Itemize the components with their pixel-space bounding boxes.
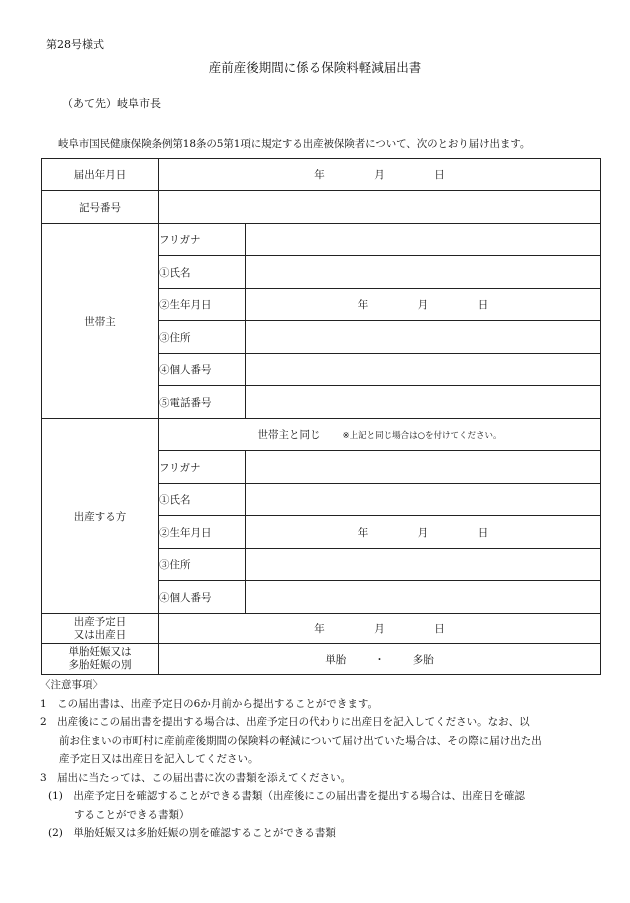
pgb-furigana-field[interactable] [246, 451, 601, 484]
hoh-personal-number-field[interactable] [246, 354, 601, 386]
single-pregnancy-option[interactable]: 単胎 [325, 653, 347, 666]
date-units [290, 621, 470, 636]
day-unit: 日 [434, 623, 445, 635]
pgb-address-field[interactable] [246, 549, 601, 581]
pgb-name-field[interactable] [246, 484, 601, 516]
date-units [333, 525, 513, 540]
month-unit: 月 [374, 623, 385, 635]
pregnancy-type-label-line1: 単胎妊娠又は [68, 646, 132, 658]
year-unit: 年 [357, 526, 369, 539]
year-unit: 年 [314, 623, 325, 635]
due-date-field[interactable] [159, 614, 601, 644]
same-as-head-label: 世帯主と同じ [257, 429, 321, 441]
note-3-1-line2: することができる書類） [74, 808, 190, 821]
day-unit: 日 [434, 169, 445, 181]
day-unit: 日 [477, 299, 489, 311]
due-date-label [42, 614, 159, 644]
note-2-line1: 2 出産後にこの届出書を提出する場合は、出産予定日の代わりに出産日を記入してください。なお、以 [40, 716, 530, 728]
multiple-pregnancy-option[interactable]: 多胎 [412, 653, 434, 666]
pgb-birthdate-label: ②生年月日 [159, 516, 246, 549]
notes-section [40, 676, 610, 843]
month-unit: 月 [417, 299, 429, 311]
submission-date-label: 届出年月日 [42, 159, 159, 191]
submission-date-row [42, 159, 601, 191]
hoh-phone-label: ⑤電話番号 [159, 386, 246, 419]
month-unit: 月 [417, 526, 429, 539]
day-unit: 日 [477, 526, 489, 539]
hoh-furigana-field[interactable] [246, 224, 601, 256]
form-number: 第28号様式 [46, 38, 104, 51]
note-2-line3: 産予定日又は出産日を記入してください。 [59, 753, 259, 765]
addressee: （あて先）岐阜市長 [62, 97, 161, 110]
hoh-address-field[interactable] [246, 321, 601, 354]
year-unit: 年 [357, 299, 369, 311]
symbol-number-label: 記号番号 [42, 191, 159, 224]
notes-heading: 〈注意事項〉 [40, 679, 103, 691]
person-giving-birth-label: 出産する方 [42, 419, 159, 614]
intro-statement: 岐阜市国民健康保険条例第18条の5第1項に規定する出産被保険者について、次のとおり届け出ます。 [58, 138, 531, 150]
date-units [333, 297, 513, 312]
head-of-household-label: 世帯主 [42, 224, 159, 419]
month-unit: 月 [374, 169, 385, 181]
hoh-birthdate-label: ②生年月日 [159, 289, 246, 321]
same-as-head-field[interactable] [159, 419, 601, 451]
pregnancy-type-field[interactable] [159, 644, 601, 675]
pgb-address-label: ③住所 [159, 549, 246, 581]
hoh-address-label: ③住所 [159, 321, 246, 354]
note-2-line2: 前お住まいの市町村に産前産後期間の保険料の軽減について届け出ていた場合は、その際に届け出た出 [59, 734, 542, 747]
pgb-name-label: ①氏名 [159, 484, 246, 516]
pregnancy-type-label-line2: 多胎妊娠の別 [68, 659, 132, 671]
pgb-personal-number-label: ④個人番号 [159, 581, 246, 614]
symbol-number-field[interactable] [159, 191, 601, 224]
pgb-personal-number-field[interactable] [246, 581, 601, 614]
hoh-birthdate-field[interactable] [246, 289, 601, 321]
note-3-1-line1: (1) 出産予定日を確認することができる書類（出産後にこの届出書を提出する場合は、出産日を確認 [48, 790, 525, 802]
year-unit: 年 [314, 169, 325, 181]
pgb-furigana-label: フリガナ [159, 451, 246, 484]
pregnancy-type-label [42, 644, 159, 675]
hoh-phone-field[interactable] [246, 386, 601, 419]
note-3-2: (2) 単胎妊娠又は多胎妊娠の別を確認することができる書類 [48, 827, 336, 839]
application-form-table [41, 158, 601, 675]
note-1: 1 この届出書は、出産予定日の6か月前から提出することができます。 [40, 697, 379, 710]
symbol-number-row [42, 191, 601, 224]
due-date-label-line1: 出産予定日 [73, 615, 127, 628]
hoh-name-label: ①氏名 [159, 256, 246, 289]
option-separator: ・ [374, 653, 385, 666]
submission-date-field[interactable] [159, 159, 601, 191]
date-units [290, 167, 470, 182]
due-date-label-line2: 又は出産日 [73, 628, 127, 641]
hoh-furigana-label: フリガナ [159, 224, 246, 256]
note-3: 3 届出に当たっては、この届出書に次の書類を添えてください。 [40, 771, 352, 784]
same-as-head-note: ※上記と同じ場合は○を付けてください。 [342, 431, 502, 441]
hoh-name-field[interactable] [246, 256, 601, 289]
hoh-personal-number-label: ④個人番号 [159, 354, 246, 386]
pgb-birthdate-field[interactable] [246, 516, 601, 549]
page-title: 産前産後期間に係る保険料軽減届出書 [208, 60, 422, 75]
